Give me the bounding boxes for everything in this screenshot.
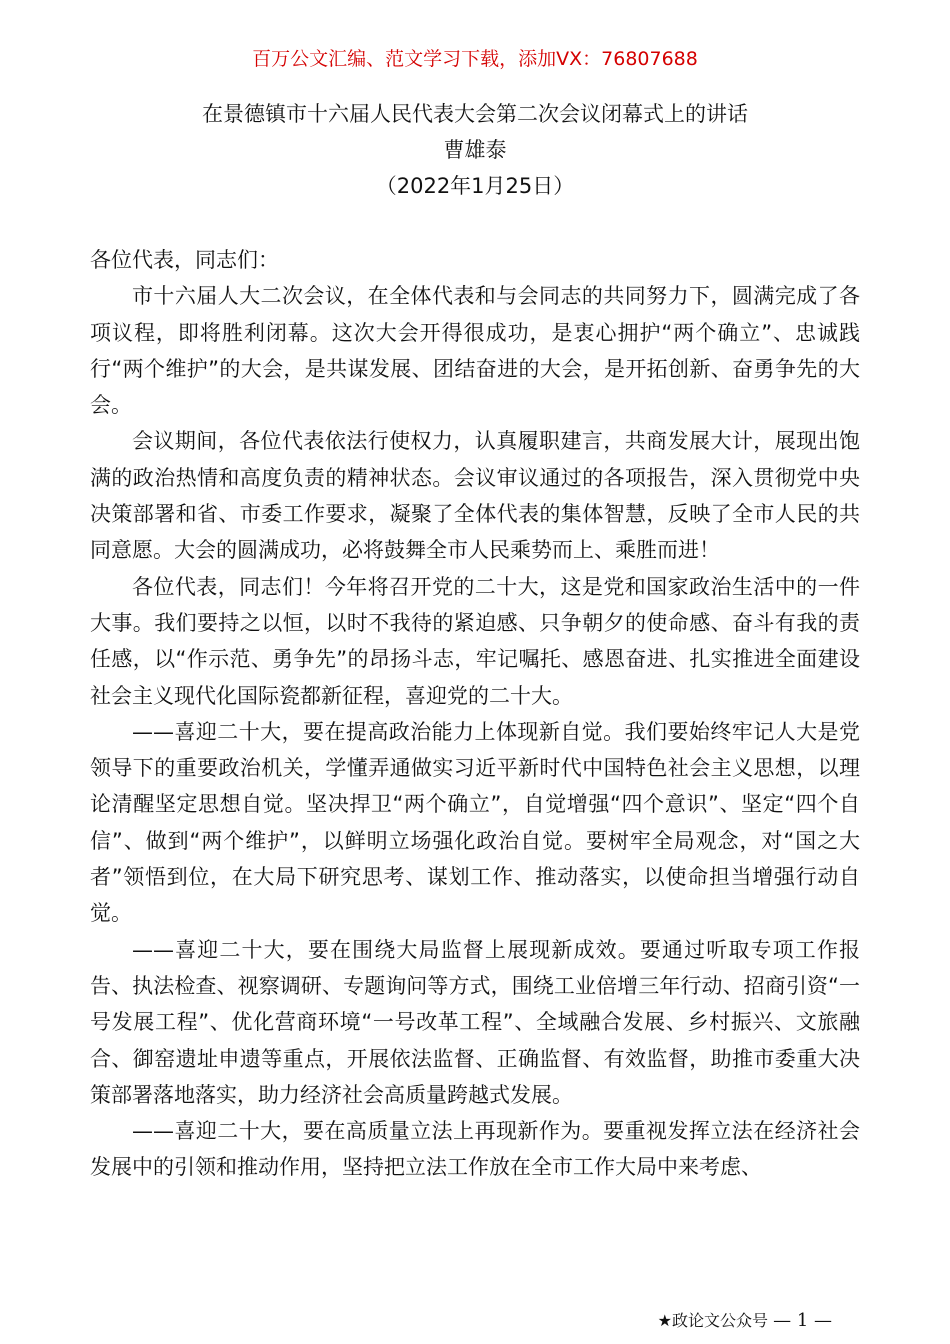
speech-date: （2022年1月25日） <box>375 174 575 198</box>
download-banner: 百万公文汇编、范文学习下载，添加VX：76807688 <box>252 48 698 70</box>
footer-source: ★政论文公众号 <box>657 1311 768 1330</box>
paragraph-5: ——喜迎二十大，要在围绕大局监督上展现新成效。要通过听取专项工作报告、执法检查、视察调研、专题询问等方式，围绕工业倍增三年行动、招商引资“一号发展工程”、优化营商环境“一号改革工程”、全域融合发展、乡村振兴、文旅融合、御窑遗址申遗等重点，开展依法监督、正确监督、有效监督，助推市委重大决策部署落地落实，助力经济社会高质量跨越式发展。 <box>90 937 860 1107</box>
paragraph-4: ——喜迎二十大，要在提高政治能力上体现新自觉。我们要始终牢记人大是党领导下的重要政治机关，学懂弄通做实习近平新时代中国特色社会主义思想，以理论清醒坚定思想自觉。坚决捍卫“两个确立”，自觉增强“四个意识”、坚定“四个自信”、做到“两个维护”，以鲜明立场强化政治自觉。要树牢全局观念，对“国之大者”领悟到位，在大局下研究思考、谋划工作、推动落实，以使命担当增强行动自觉。 <box>90 719 860 926</box>
paragraph-6: ——喜迎二十大，要在高质量立法上再现新作为。要重视发挥立法在经济社会发展中的引领和推动作用，坚持把立法工作放在全市工作大局中来考虑、 <box>90 1119 860 1180</box>
speech-body <box>90 242 860 1186</box>
paragraph-3: 各位代表，同志们！今年将召开党的二十大，这是党和国家政治生活中的一件大事。我们要持之以恒，以时不我待的紧迫感、只争朝夕的使命感、奋斗有我的责任感，以“作示范、勇争先”的昂扬斗志，牢记嘱托、感恩奋进、扎实推进全面建设社会主义现代化国际瓷都新征程，喜迎党的二十大。 <box>90 574 860 708</box>
salutation: 各位代表，同志们： <box>90 248 279 272</box>
page-footer <box>658 1308 832 1331</box>
speaker-name: 曹雄泰 <box>443 138 507 162</box>
document-header <box>0 96 950 204</box>
page-number: — 1 — <box>773 1310 832 1331</box>
paragraph-1: 市十六届人大二次会议，在全体代表和与会同志的共同努力下，圆满完成了各项议程，即将胜利闭幕。这次大会开得很成功，是衷心拥护“两个确立”、忠诚践行“两个维护”的大会，是共谋发展、团结奋进的大会，是开拓创新、奋勇争先的大会。 <box>90 284 860 418</box>
document-title: 在景德镇市十六届人民代表大会第二次会议闭幕式上的讲话 <box>202 102 748 126</box>
paragraph-2: 会议期间，各位代表依法行使权力，认真履职建言，共商发展大计，展现出饱满的政治热情和高度负责的精神状态。会议审议通过的各项报告，深入贯彻党中央决策部署和省、市委工作要求，凝聚了全体代表的集体智慧，反映了全市人民的共同意愿。大会的圆满成功，必将鼓舞全市人民乘势而上、乘胜而进！ <box>90 429 860 563</box>
